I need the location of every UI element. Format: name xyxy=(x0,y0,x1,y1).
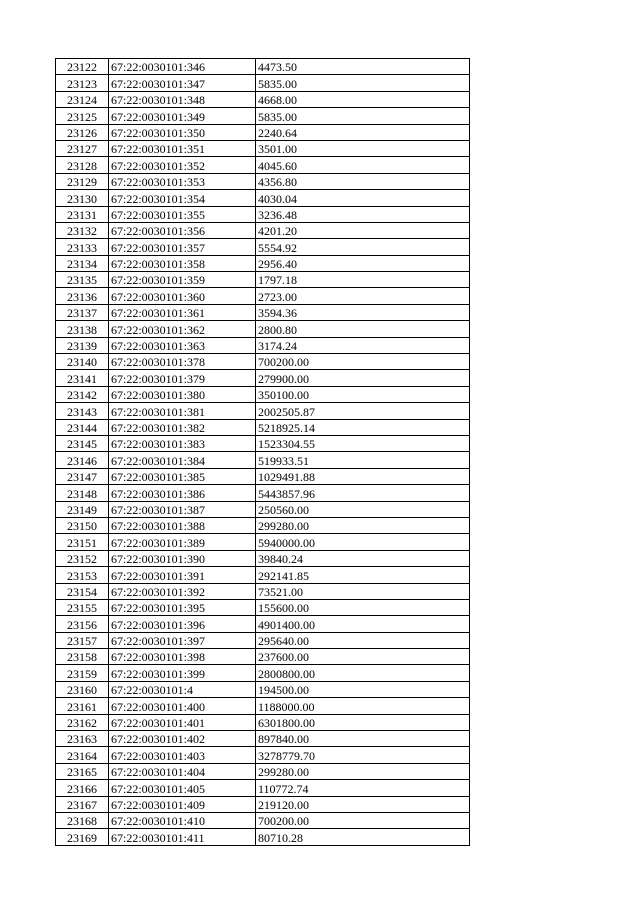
table-row xyxy=(56,452,470,468)
cadastral-number-cell: 67:22:0030101:348 xyxy=(109,91,256,107)
cadastral-number-cell: 67:22:0030101:387 xyxy=(109,501,256,517)
table-row xyxy=(56,812,470,828)
cadastral-number-cell: 67:22:0030101:349 xyxy=(109,108,256,124)
row-number-cell: 23139 xyxy=(56,337,109,353)
cadastral-number-cell: 67:22:0030101:363 xyxy=(109,337,256,353)
table-row xyxy=(56,780,470,796)
row-number-cell: 23159 xyxy=(56,665,109,681)
table-row xyxy=(56,173,470,189)
cadastral-number-cell: 67:22:0030101:4 xyxy=(109,681,256,697)
value-cell: 2002505.87 xyxy=(256,403,470,419)
row-number-cell: 23132 xyxy=(56,222,109,238)
cadastral-number-cell: 67:22:0030101:395 xyxy=(109,599,256,615)
table-row xyxy=(56,583,470,599)
table-row xyxy=(56,517,470,533)
value-cell: 2723.00 xyxy=(256,288,470,304)
cadastral-number-cell: 67:22:0030101:411 xyxy=(109,829,256,845)
value-cell: 5218925.14 xyxy=(256,419,470,435)
table-row xyxy=(56,714,470,730)
cadastral-number-cell: 67:22:0030101:384 xyxy=(109,452,256,468)
value-cell: 4668.00 xyxy=(256,91,470,107)
cadastral-number-cell: 67:22:0030101:392 xyxy=(109,583,256,599)
row-number-cell: 23131 xyxy=(56,206,109,222)
table-row xyxy=(56,665,470,681)
cadastral-number-cell: 67:22:0030101:382 xyxy=(109,419,256,435)
value-cell: 5443857.96 xyxy=(256,485,470,501)
value-cell: 700200.00 xyxy=(256,354,470,370)
table-row xyxy=(56,59,470,75)
value-cell: 519933.51 xyxy=(256,452,470,468)
value-cell: 295640.00 xyxy=(256,632,470,648)
cadastral-number-cell: 67:22:0030101:398 xyxy=(109,649,256,665)
cadastral-number-cell: 67:22:0030101:390 xyxy=(109,550,256,566)
cadastral-number-cell: 67:22:0030101:391 xyxy=(109,567,256,583)
cadastral-number-cell: 67:22:0030101:385 xyxy=(109,468,256,484)
value-cell: 80710.28 xyxy=(256,829,470,845)
value-cell: 5835.00 xyxy=(256,75,470,91)
value-cell: 279900.00 xyxy=(256,370,470,386)
row-number-cell: 23169 xyxy=(56,829,109,845)
row-number-cell: 23133 xyxy=(56,239,109,255)
value-cell: 3236.48 xyxy=(256,206,470,222)
row-number-cell: 23137 xyxy=(56,304,109,320)
row-number-cell: 23142 xyxy=(56,386,109,402)
cadastral-number-cell: 67:22:0030101:396 xyxy=(109,616,256,632)
cadastral-number-cell: 67:22:0030101:381 xyxy=(109,403,256,419)
value-cell: 194500.00 xyxy=(256,681,470,697)
row-number-cell: 23153 xyxy=(56,567,109,583)
cadastral-number-cell: 67:22:0030101:383 xyxy=(109,435,256,451)
table-row xyxy=(56,698,470,714)
table-row xyxy=(56,747,470,763)
cadastral-number-cell: 67:22:0030101:360 xyxy=(109,288,256,304)
row-number-cell: 23145 xyxy=(56,435,109,451)
row-number-cell: 23125 xyxy=(56,108,109,124)
cadastral-number-cell: 67:22:0030101:386 xyxy=(109,485,256,501)
cadastral-number-cell: 67:22:0030101:354 xyxy=(109,190,256,206)
value-cell: 2956.40 xyxy=(256,255,470,271)
table-row xyxy=(56,485,470,501)
row-number-cell: 23138 xyxy=(56,321,109,337)
table-row xyxy=(56,190,470,206)
row-number-cell: 23123 xyxy=(56,75,109,91)
value-cell: 350100.00 xyxy=(256,386,470,402)
cadastral-number-cell: 67:22:0030101:352 xyxy=(109,157,256,173)
cadastral-number-cell: 67:22:0030101:361 xyxy=(109,304,256,320)
row-number-cell: 23155 xyxy=(56,599,109,615)
table-row xyxy=(56,567,470,583)
table-row xyxy=(56,337,470,353)
row-number-cell: 23158 xyxy=(56,649,109,665)
table-row xyxy=(56,272,470,288)
value-cell: 4356.80 xyxy=(256,173,470,189)
row-number-cell: 23160 xyxy=(56,681,109,697)
table-row xyxy=(56,255,470,271)
table-row xyxy=(56,124,470,140)
row-number-cell: 23130 xyxy=(56,190,109,206)
row-number-cell: 23124 xyxy=(56,91,109,107)
value-cell: 250560.00 xyxy=(256,501,470,517)
value-cell: 39840.24 xyxy=(256,550,470,566)
cadastral-number-cell: 67:22:0030101:358 xyxy=(109,255,256,271)
table-row xyxy=(56,370,470,386)
value-cell: 155600.00 xyxy=(256,599,470,615)
table-row xyxy=(56,239,470,255)
value-cell: 4045.60 xyxy=(256,157,470,173)
row-number-cell: 23163 xyxy=(56,731,109,747)
table-row xyxy=(56,763,470,779)
value-cell: 299280.00 xyxy=(256,517,470,533)
value-cell: 5835.00 xyxy=(256,108,470,124)
value-cell: 1797.18 xyxy=(256,272,470,288)
value-cell: 6301800.00 xyxy=(256,714,470,730)
row-number-cell: 23165 xyxy=(56,763,109,779)
table-row xyxy=(56,288,470,304)
cadastral-number-cell: 67:22:0030101:357 xyxy=(109,239,256,255)
table-row xyxy=(56,534,470,550)
table-row xyxy=(56,731,470,747)
value-cell: 2800.80 xyxy=(256,321,470,337)
table-row xyxy=(56,386,470,402)
table-row xyxy=(56,157,470,173)
row-number-cell: 23126 xyxy=(56,124,109,140)
value-cell: 4901400.00 xyxy=(256,616,470,632)
value-cell: 897840.00 xyxy=(256,731,470,747)
value-cell: 299280.00 xyxy=(256,763,470,779)
row-number-cell: 23135 xyxy=(56,272,109,288)
cadastral-number-cell: 67:22:0030101:400 xyxy=(109,698,256,714)
row-number-cell: 23144 xyxy=(56,419,109,435)
value-cell: 3594.36 xyxy=(256,304,470,320)
row-number-cell: 23161 xyxy=(56,698,109,714)
table-row xyxy=(56,140,470,156)
value-cell: 2800800.00 xyxy=(256,665,470,681)
value-cell: 73521.00 xyxy=(256,583,470,599)
row-number-cell: 23129 xyxy=(56,173,109,189)
row-number-cell: 23134 xyxy=(56,255,109,271)
row-number-cell: 23164 xyxy=(56,747,109,763)
value-cell: 1523304.55 xyxy=(256,435,470,451)
cadastral-number-cell: 67:22:0030101:353 xyxy=(109,173,256,189)
cadastral-number-cell: 67:22:0030101:402 xyxy=(109,731,256,747)
cadastral-number-cell: 67:22:0030101:356 xyxy=(109,222,256,238)
table-row xyxy=(56,435,470,451)
table-row xyxy=(56,403,470,419)
cadastral-value-table xyxy=(55,58,470,846)
value-cell: 4473.50 xyxy=(256,59,470,75)
row-number-cell: 23162 xyxy=(56,714,109,730)
row-number-cell: 23146 xyxy=(56,452,109,468)
table-body xyxy=(56,59,470,846)
row-number-cell: 23147 xyxy=(56,468,109,484)
value-cell: 3174.24 xyxy=(256,337,470,353)
cadastral-number-cell: 67:22:0030101:359 xyxy=(109,272,256,288)
cadastral-number-cell: 67:22:0030101:378 xyxy=(109,354,256,370)
table-row xyxy=(56,632,470,648)
value-cell: 5554.92 xyxy=(256,239,470,255)
table-row xyxy=(56,108,470,124)
row-number-cell: 23168 xyxy=(56,812,109,828)
table-row xyxy=(56,354,470,370)
table-row xyxy=(56,649,470,665)
table-row xyxy=(56,304,470,320)
cadastral-number-cell: 67:22:0030101:380 xyxy=(109,386,256,402)
row-number-cell: 23148 xyxy=(56,485,109,501)
value-cell: 219120.00 xyxy=(256,796,470,812)
row-number-cell: 23150 xyxy=(56,517,109,533)
row-number-cell: 23141 xyxy=(56,370,109,386)
cadastral-number-cell: 67:22:0030101:351 xyxy=(109,140,256,156)
cadastral-number-cell: 67:22:0030101:379 xyxy=(109,370,256,386)
row-number-cell: 23157 xyxy=(56,632,109,648)
value-cell: 3501.00 xyxy=(256,140,470,156)
value-cell: 2240.64 xyxy=(256,124,470,140)
value-cell: 292141.85 xyxy=(256,567,470,583)
row-number-cell: 23167 xyxy=(56,796,109,812)
table-row xyxy=(56,419,470,435)
row-number-cell: 23122 xyxy=(56,59,109,75)
table-row xyxy=(56,501,470,517)
cadastral-number-cell: 67:22:0030101:404 xyxy=(109,763,256,779)
value-cell: 5940000.00 xyxy=(256,534,470,550)
table-row xyxy=(56,599,470,615)
row-number-cell: 23140 xyxy=(56,354,109,370)
row-number-cell: 23156 xyxy=(56,616,109,632)
table-row xyxy=(56,206,470,222)
table-row xyxy=(56,681,470,697)
value-cell: 237600.00 xyxy=(256,649,470,665)
value-cell: 700200.00 xyxy=(256,812,470,828)
cadastral-number-cell: 67:22:0030101:362 xyxy=(109,321,256,337)
table-row xyxy=(56,829,470,845)
value-cell: 110772.74 xyxy=(256,780,470,796)
row-number-cell: 23152 xyxy=(56,550,109,566)
row-number-cell: 23166 xyxy=(56,780,109,796)
cadastral-number-cell: 67:22:0030101:389 xyxy=(109,534,256,550)
cadastral-number-cell: 67:22:0030101:388 xyxy=(109,517,256,533)
row-number-cell: 23136 xyxy=(56,288,109,304)
value-cell: 4201.20 xyxy=(256,222,470,238)
row-number-cell: 23143 xyxy=(56,403,109,419)
cadastral-number-cell: 67:22:0030101:346 xyxy=(109,59,256,75)
cadastral-number-cell: 67:22:0030101:405 xyxy=(109,780,256,796)
row-number-cell: 23149 xyxy=(56,501,109,517)
table-row xyxy=(56,550,470,566)
value-cell: 1029491.88 xyxy=(256,468,470,484)
row-number-cell: 23154 xyxy=(56,583,109,599)
value-cell: 4030.04 xyxy=(256,190,470,206)
row-number-cell: 23128 xyxy=(56,157,109,173)
cadastral-number-cell: 67:22:0030101:347 xyxy=(109,75,256,91)
table-row xyxy=(56,91,470,107)
table-row xyxy=(56,796,470,812)
table-row xyxy=(56,468,470,484)
cadastral-number-cell: 67:22:0030101:410 xyxy=(109,812,256,828)
value-cell: 3278779.70 xyxy=(256,747,470,763)
row-number-cell: 23127 xyxy=(56,140,109,156)
cadastral-number-cell: 67:22:0030101:403 xyxy=(109,747,256,763)
cadastral-number-cell: 67:22:0030101:401 xyxy=(109,714,256,730)
table-row xyxy=(56,222,470,238)
cadastral-number-cell: 67:22:0030101:355 xyxy=(109,206,256,222)
cadastral-number-cell: 67:22:0030101:409 xyxy=(109,796,256,812)
cadastral-number-cell: 67:22:0030101:397 xyxy=(109,632,256,648)
table-row xyxy=(56,75,470,91)
table-row xyxy=(56,321,470,337)
row-number-cell: 23151 xyxy=(56,534,109,550)
cadastral-number-cell: 67:22:0030101:350 xyxy=(109,124,256,140)
table-row xyxy=(56,616,470,632)
cadastral-number-cell: 67:22:0030101:399 xyxy=(109,665,256,681)
value-cell: 1188000.00 xyxy=(256,698,470,714)
